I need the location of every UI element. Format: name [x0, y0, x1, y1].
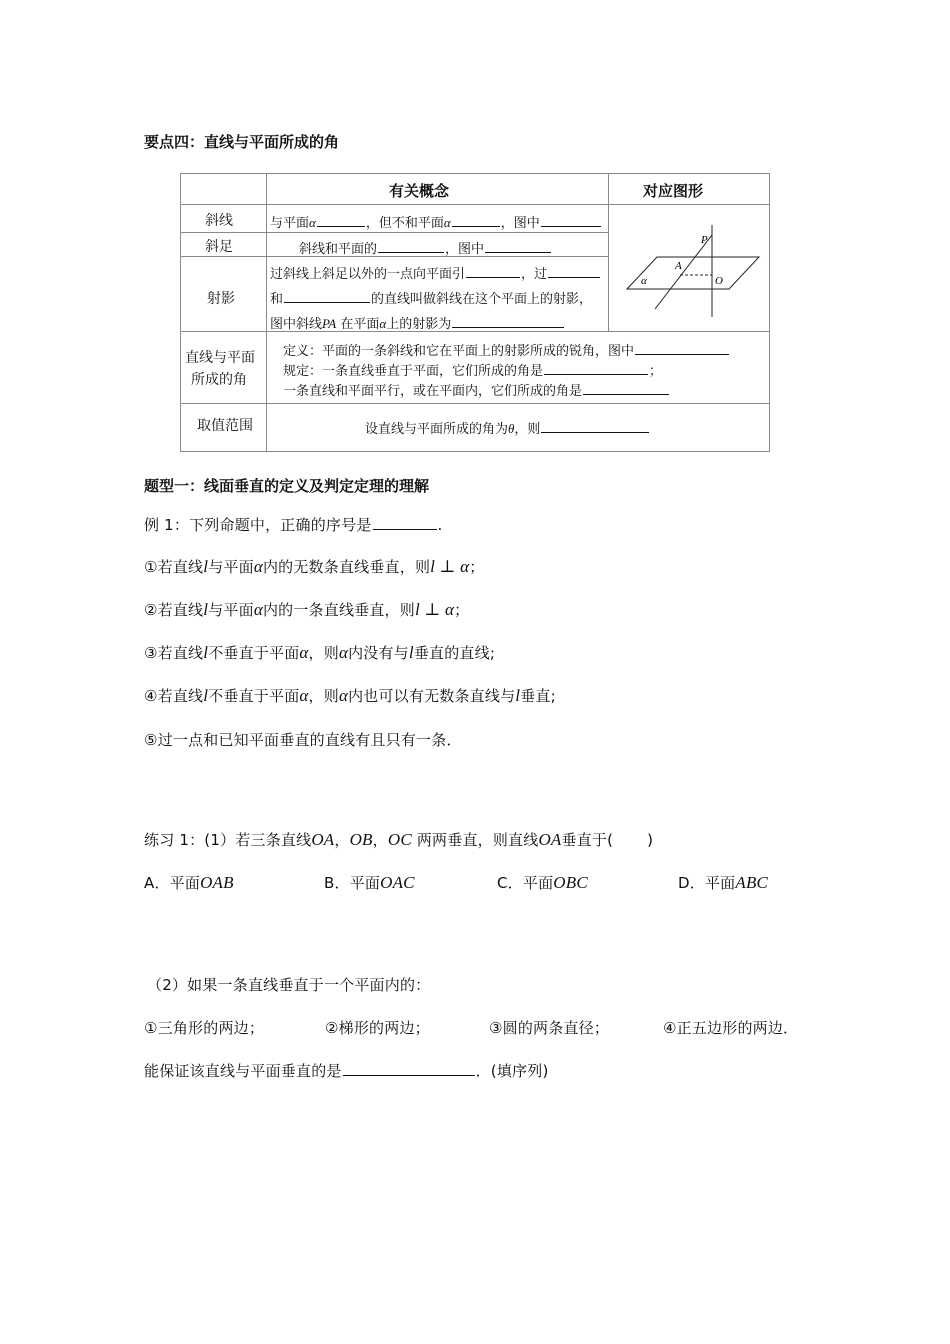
- option-b: B．平面OAC: [324, 873, 415, 892]
- label-alpha: α: [641, 275, 647, 287]
- type1-title: 题型一：线面垂直的定义及判定定理的理解: [144, 477, 430, 495]
- proposition-2: ②若直线l与平面α内的一条直线垂直，则l ⊥ α；: [144, 600, 470, 619]
- proposition-1: ①若直线l与平面α内的无数条直线垂直，则l ⊥ α；: [144, 557, 485, 576]
- label-o: O: [715, 275, 723, 287]
- row-label-angle-1: 直线与平面: [185, 350, 255, 366]
- row-text-projection-2: 和 的直线叫做斜线在这个平面上的射影，: [270, 292, 593, 307]
- row-label-slant: 斜线: [205, 213, 233, 229]
- row-text-projection-3: 图中斜线PA 在平面α上的射影为: [270, 313, 565, 332]
- option-d: D．平面ABC: [678, 873, 769, 892]
- label-a: A: [675, 260, 682, 272]
- option-c: C．平面OBC: [497, 873, 588, 892]
- row-label-angle-2: 所成的角: [191, 372, 247, 388]
- plane-alpha-shape: [627, 257, 759, 289]
- row-label-projection: 射影: [207, 291, 235, 307]
- q2-option-4: ④正五边形的两边．: [663, 1019, 799, 1037]
- plane-angle-figure: [609, 205, 769, 331]
- header-figure: 对应图形: [643, 182, 704, 200]
- row-text-foot: 斜线和平面的 ，图中: [299, 238, 552, 257]
- concept-table: [180, 173, 770, 452]
- proposition-5: ⑤过一点和已知平面垂直的直线有且只有一条．: [144, 731, 462, 749]
- row-text-range: 设直线与平面所成的角为θ，则: [365, 418, 650, 437]
- row-text-angle-1: 定义：平面的一条斜线和它在平面上的射影所成的锐角，图中: [283, 340, 730, 359]
- option-a: A．平面OAB: [144, 873, 234, 892]
- practice1-question2: （2）如果一条直线垂直于一个平面内的：: [147, 976, 431, 994]
- practice1-question1: 练习 1：(1）若三条直线OA，OB，OC 两两垂直，则直线OA垂直于( ): [144, 830, 654, 849]
- example1-prompt: 例 1：下列命题中，正确的序号是 .: [144, 516, 443, 534]
- row-text-angle-2: 规定：一条直线垂直于平面，它们所成的角是 ；: [283, 364, 663, 379]
- q2-option-1: ①三角形的两边；: [144, 1019, 265, 1037]
- proposition-4: ④若直线l不垂直于平面α，则α内也可以有无数条直线与l垂直;: [144, 686, 556, 705]
- row-text-projection-1: 过斜线上斜足以外的一点向平面引 ，过: [270, 263, 601, 282]
- label-p: P: [701, 234, 708, 246]
- q2-option-3: ③圆的两条直径；: [489, 1019, 610, 1037]
- slant-line: [655, 235, 712, 309]
- row-text-slant: 与平面α ，但不和平面α ，图中: [270, 212, 602, 231]
- proposition-3: ③若直线l不垂直于平面α，则α内没有与l垂直的直线;: [144, 643, 496, 662]
- section-title: 要点四：直线与平面所成的角: [144, 133, 340, 151]
- header-concept: 有关概念: [389, 182, 450, 200]
- q2-answer-line: 能保证该直线与平面垂直的是 ．(填序列): [144, 1062, 549, 1080]
- row-label-range: 取值范围: [197, 418, 253, 434]
- row-text-angle-3: 一条直线和平面平行，或在平面内，它们所成的角是: [283, 380, 670, 399]
- row-label-foot: 斜足: [205, 239, 233, 255]
- q2-option-2: ②梯形的两边；: [325, 1019, 430, 1037]
